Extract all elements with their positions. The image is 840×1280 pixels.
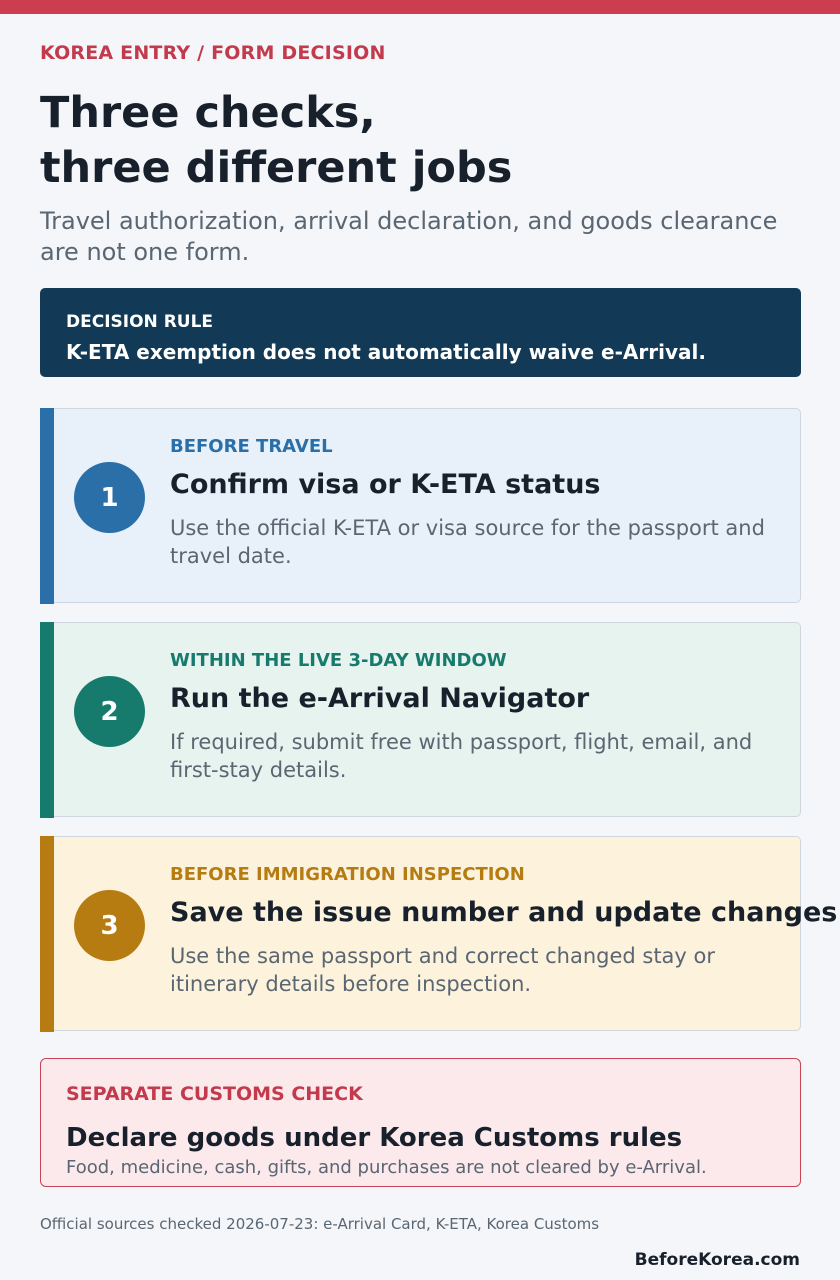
top-accent-bar [0,0,840,14]
step-1-title: Confirm visa or K-ETA status [170,469,601,500]
decision-rule-label: DECISION RULE [66,312,214,332]
step-3-description: Use the same passport and correct changed stay or itinerary details before inspection. [170,944,716,996]
step-1-number-badge: 1 [74,462,145,533]
step-3-number-badge: 3 [74,890,145,961]
page-title-line-2: three different jobs [40,143,513,193]
step-3-accent-bar [40,836,54,1032]
step-1-kicker: BEFORE TRAVEL [170,436,333,457]
decision-rule-text: K-ETA exemption does not automatically waive e-Arrival. [66,340,706,364]
page-subtitle: Travel authorization, arrival declaration, and goods clearance are not one form. [40,207,778,266]
customs-kicker: SEPARATE CUSTOMS CHECK [66,1083,363,1105]
page-title [40,86,800,196]
step-2-title: Run the e-Arrival Navigator [170,683,590,714]
page-title-line-1: Three checks, [40,88,376,138]
brand-wordmark: BeforeKorea.com [634,1250,800,1270]
customs-description: Food, medicine, cash, gifts, and purchases are not cleared by e-Arrival. [66,1157,707,1178]
step-2-number-badge: 2 [74,676,145,747]
eyebrow-label: KOREA ENTRY / FORM DECISION [40,42,386,64]
step-1-description: Use the official K-ETA or visa source for the passport and travel date. [170,516,765,568]
step-2-accent-bar [40,622,54,818]
step-2-description: If required, submit free with passport, flight, email, and first-stay details. [170,730,753,782]
sources-note: Official sources checked 2026-07-23: e-Arrival Card, K-ETA, Korea Customs [40,1215,600,1233]
step-card-3 [40,836,838,1031]
step-card-2 [40,622,801,817]
step-2-kicker: WITHIN THE LIVE 3-DAY WINDOW [170,650,507,671]
step-1-accent-bar [40,408,54,604]
customs-title: Declare goods under Korea Customs rules [66,1123,683,1153]
step-3-title: Save the issue number and update changes [170,897,838,928]
step-3-kicker: BEFORE IMMIGRATION INSPECTION [170,864,525,885]
decision-rule-box [40,288,801,377]
step-card-1 [40,408,801,603]
customs-check-box [40,1058,801,1187]
